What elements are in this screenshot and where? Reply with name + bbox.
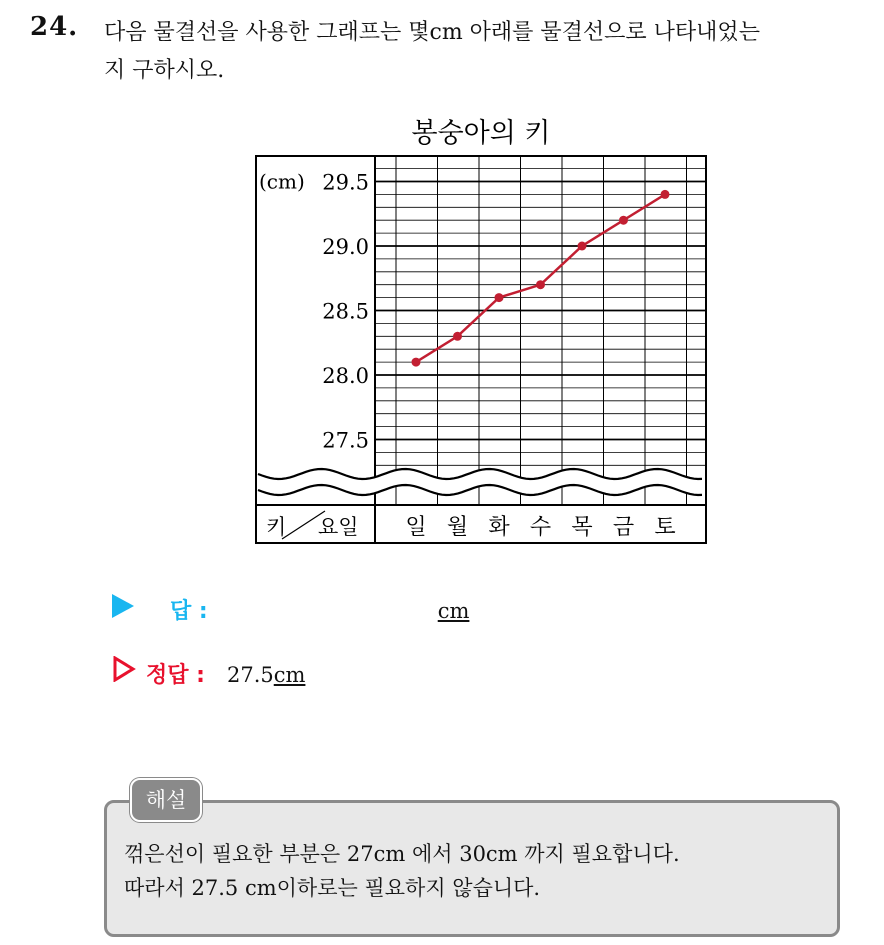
x-tick-label: 금 bbox=[612, 515, 635, 540]
x-tick-label: 토 bbox=[654, 515, 676, 540]
data-point bbox=[619, 216, 628, 225]
y-tick-label: 27.5 bbox=[322, 428, 369, 453]
y-tick-label: 29.5 bbox=[322, 170, 369, 195]
x-tick-label: 화 bbox=[488, 515, 510, 540]
y-tick-label: 29.0 bbox=[322, 235, 369, 259]
data-point bbox=[453, 332, 462, 341]
data-point bbox=[412, 358, 421, 367]
data-point bbox=[578, 242, 587, 251]
outline-triangle-icon bbox=[112, 656, 136, 682]
data-point bbox=[536, 280, 545, 289]
x-tick-label: 일 bbox=[405, 515, 427, 540]
answer-label: 답 : bbox=[170, 599, 208, 624]
correct-answer-row bbox=[112, 656, 305, 689]
play-triangle-icon bbox=[112, 594, 134, 618]
y-tick-label: 28.0 bbox=[322, 364, 369, 388]
question-number: 24. bbox=[30, 12, 79, 42]
header-label-height: 키 bbox=[266, 515, 287, 539]
correct-answer-label: 정답 : bbox=[146, 663, 205, 688]
data-point bbox=[495, 293, 504, 302]
correct-answer-value: 27.5 bbox=[226, 663, 274, 687]
header-label-day: 요일 bbox=[318, 515, 359, 539]
x-tick-label: 목 bbox=[571, 515, 593, 540]
data-point bbox=[661, 190, 670, 199]
explanation-tag: 해설 bbox=[130, 778, 202, 822]
correct-answer-unit: cm bbox=[273, 663, 306, 687]
x-tick-label: 월 bbox=[446, 515, 469, 540]
explanation-line1: 꺾은선이 필요한 부분은 27cm 에서 30cm 까지 필요합니다. bbox=[124, 842, 680, 866]
question-text-line2: 지 구하시오. bbox=[104, 58, 225, 83]
x-tick-label: 수 bbox=[529, 515, 552, 540]
answer-unit: cm bbox=[437, 599, 470, 623]
question-text-line1: 다음 물결선을 사용한 그래프는 몇cm 아래를 물결선으로 나타내었는 bbox=[104, 20, 760, 45]
explanation-box bbox=[104, 800, 840, 937]
chart-title: 봉숭아의 키 bbox=[411, 118, 551, 149]
y-unit-label: (cm) bbox=[259, 169, 305, 194]
y-tick-label: 28.5 bbox=[322, 299, 369, 324]
answer-row bbox=[112, 594, 469, 625]
explanation-line2: 따라서 27.5 cm이하로는 필요하지 않습니다. bbox=[124, 876, 541, 900]
